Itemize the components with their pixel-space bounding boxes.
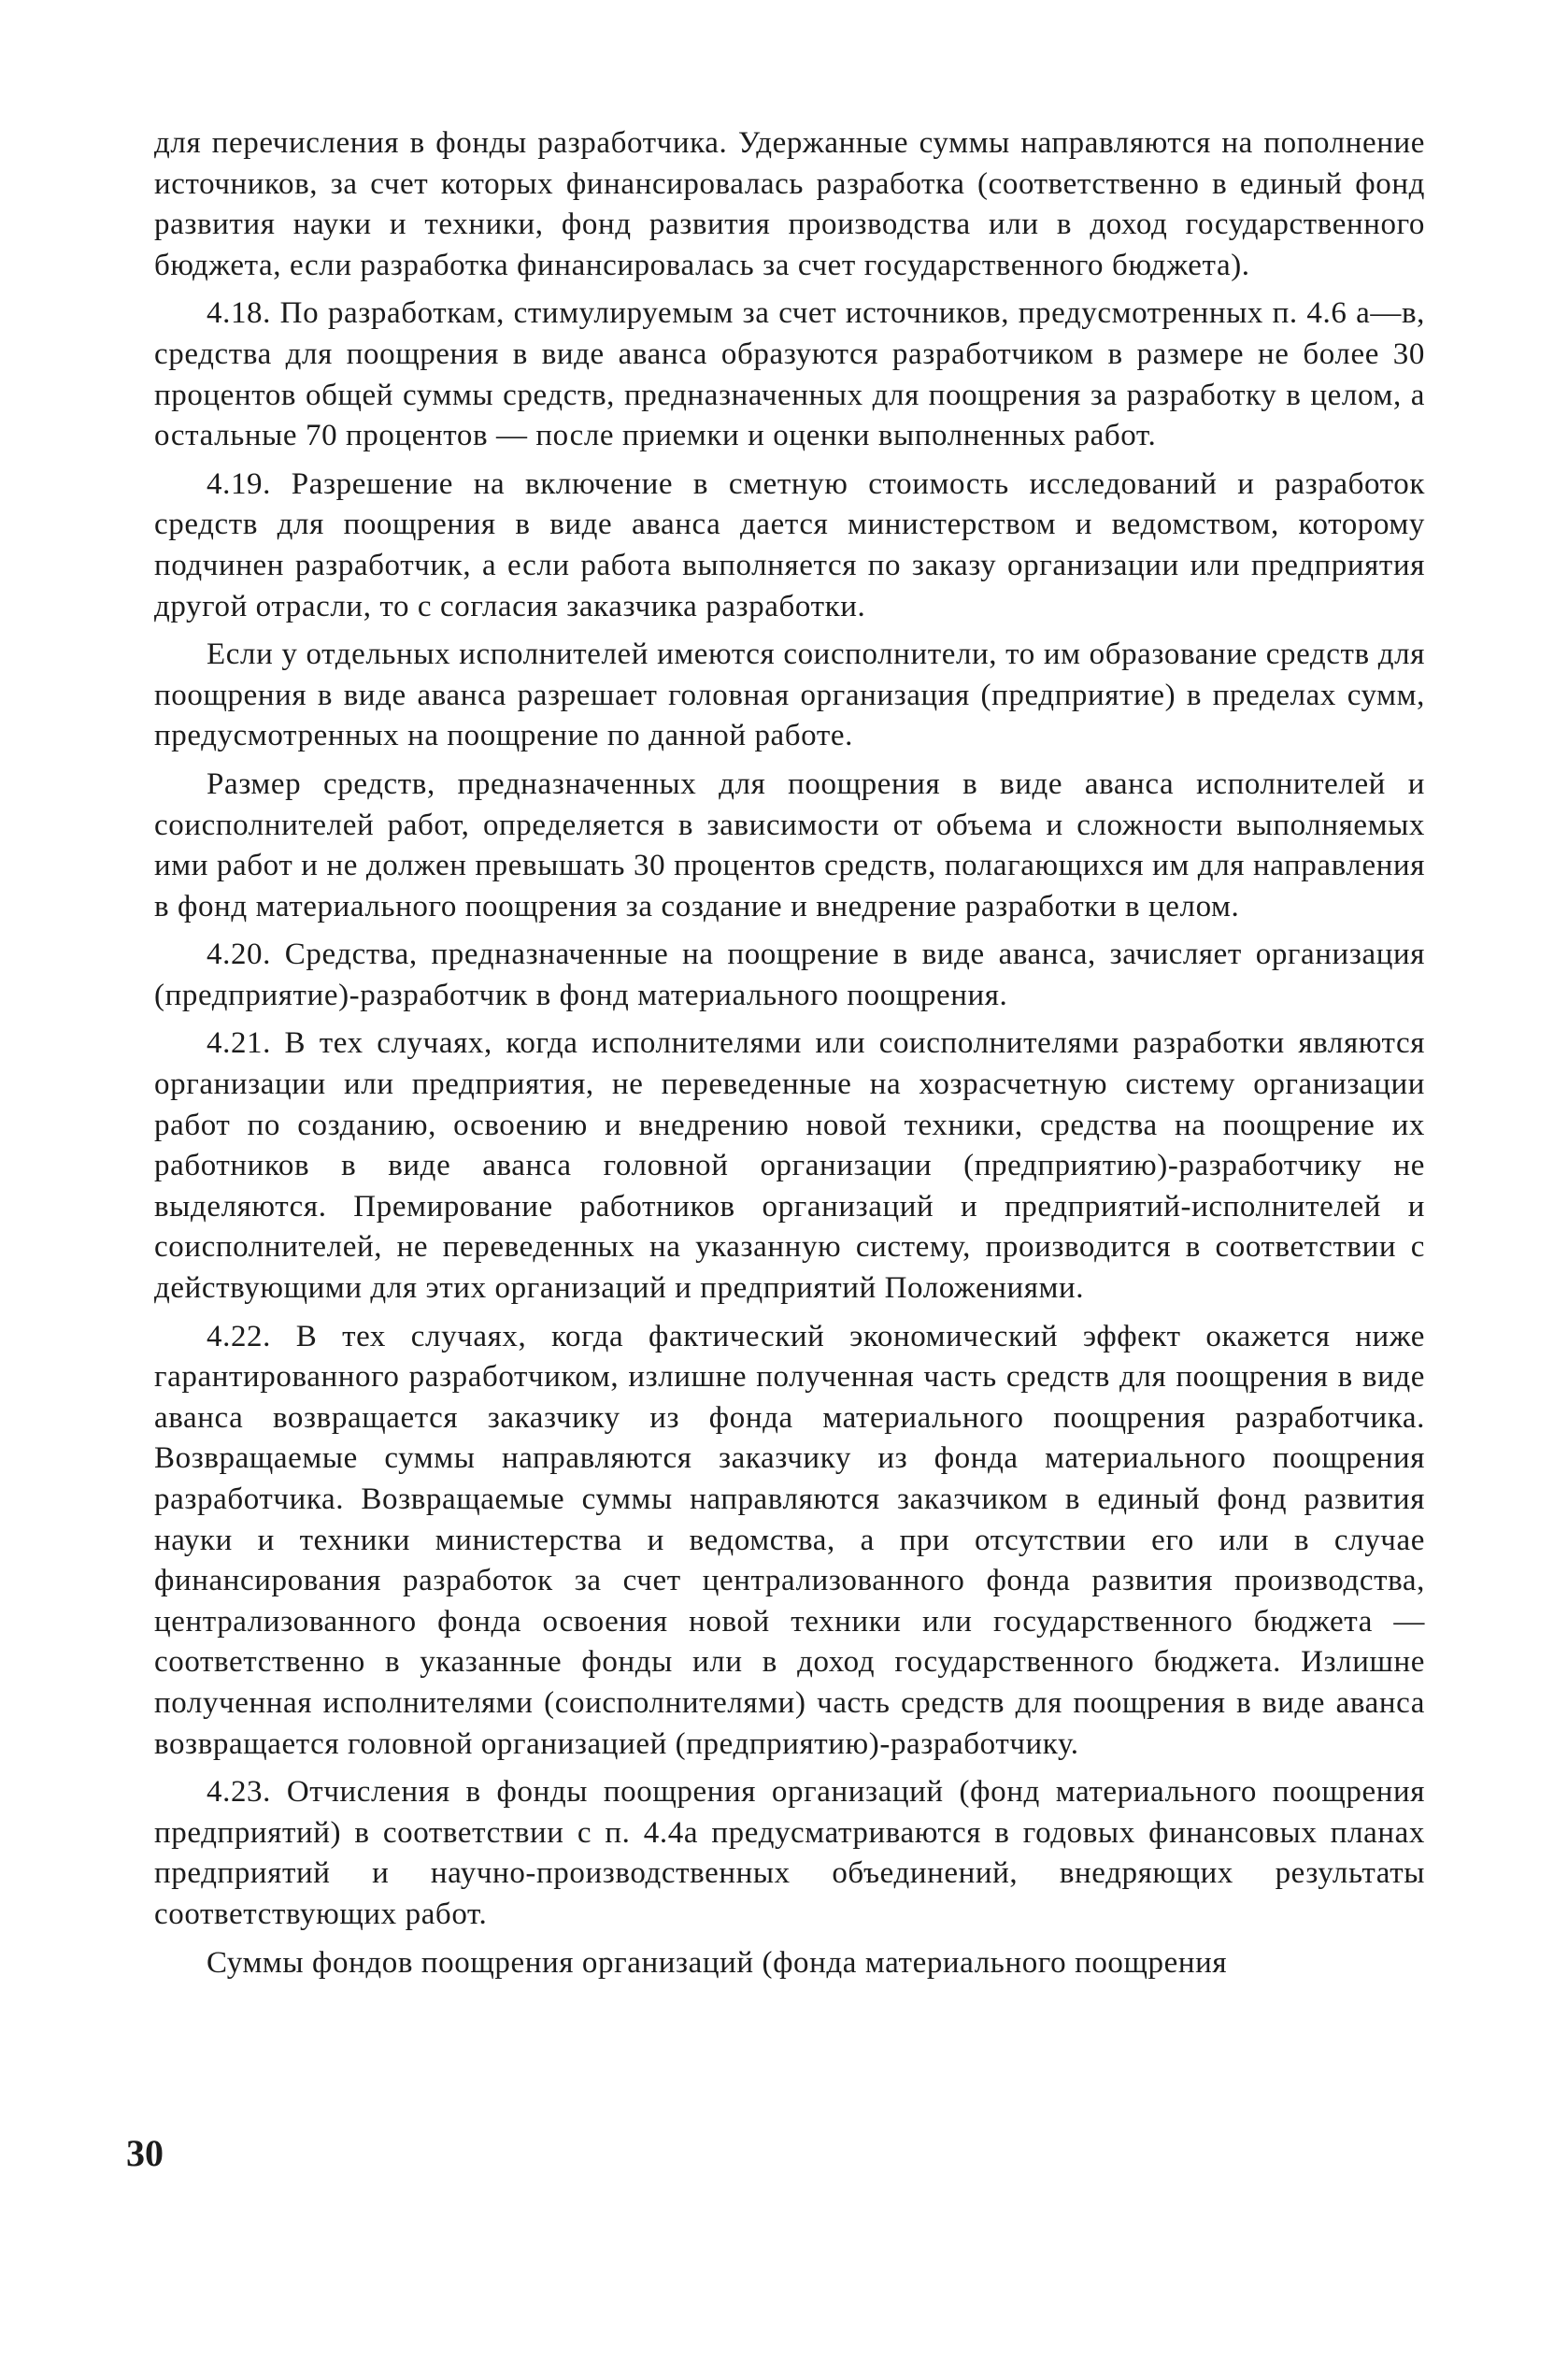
paragraph-continuation: для перечисления в фонды разработчика. Удержанные суммы направляются на пополнение источников, за счет которых финансировалась разработка (соответственно в единый фонд развития науки и техники, фонд развития производства или в доход государственного бюджета, если разработка финансировалась за счет государственного бюджета). [154, 126, 1425, 282]
page-number: 30 [126, 2132, 164, 2174]
document-body [154, 123, 1425, 1991]
paragraph-incentive-funds: Суммы фондов поощрения организаций (фонда материального поощрения [207, 1945, 1228, 1980]
paragraph-4-22: 4.22. В тех случаях, когда фактический экономический эффект окажется ниже гарантированного разработчиком, излишне полученная часть средств для поощрения в виде аванса возвращается заказчику из фонда материального поощрения разработчика. Возвращаемые суммы направляются заказчику из фонда материального поощрения разработчика. Возвращаемые суммы направляются заказчиком в единый фонд развития науки и техники министерства и ведомства, а при отсутствии его или в случае финансирования разработок за счет централизованного фонда развития производства, централизованного фонда освоения новой техники или государственного бюджета — соответственно в указанные фонды или в доход государственного бюджета. Излишне полученная исполнителями (соисполнителями) часть средств для поощрения в виде аванса возвращается головной организацией (предприятию)-разработчику. [154, 1319, 1425, 1761]
paragraph-4-18: 4.18. По разработкам, стимулируемым за счет источников, предусмотренных п. 4.6 а—в, средства для поощрения в виде аванса образуются разработчиком в размере не более 30 процентов общей суммы средств, предназначенных для поощрения за разработку в целом, а остальные 70 процентов — после приемки и оценки выполненных работ. [154, 296, 1425, 453]
paragraph-4-20: 4.20. Средства, предназначенные на поощрение в виде аванса, зачисляет организация (предприятие)-разработчик в фонд материального поощрения. [154, 938, 1425, 1012]
paragraph-4-21: 4.21. В тех случаях, когда исполнителями или соисполнителями разработки являются организации или предприятия, не переведенные на хозрасчетную систему организации работ по созданию, освоению и внедрению новой техники, средства на поощрение их работников в виде аванса головной организации (предприятию)-разработчику не выделяются. Премирование работников организаций и предприятий-исполнителей и соисполнителей, не переведенных на указанную систему, производится в соответствии с действующими для этих организаций и предприятий Положениями. [154, 1026, 1425, 1306]
paragraph-4-19: 4.19. Разрешение на включение в сметную стоимость исследований и разработок средств для поощрения в виде аванса дается министерством и ведомством, которому подчинен разработчик, а если работа выполняется по заказу организации или предприятия другой отрасли, то с согласия заказчика разработки. [154, 466, 1425, 623]
paragraph-advance-size: Размер средств, предназначенных для поощрения в виде аванса исполнителей и соисполнителей работ, определяется в зависимости от объема и сложности выполняемых ими работ и не должен превышать 30 процентов средств, полагающихся им для направления в фонд материального поощрения за создание и внедрение разработки в целом. [154, 766, 1425, 923]
paragraph-4-23: 4.23. Отчисления в фонды поощрения организаций (фонд материального поощрения предприятий) в соответствии с п. 4.4а предусматриваются в годовых финансовых планах предприятий и научно-производственных объединений, внедряющих результаты соответствующих работ. [154, 1775, 1425, 1931]
paragraph-co-executors: Если у отдельных исполнителей имеются соисполнители, то им образование средств для поощрения в виде аванса разрешает головная организация (предприятие) в пределах сумм, предусмотренных на поощрение по данной работе. [154, 637, 1425, 753]
